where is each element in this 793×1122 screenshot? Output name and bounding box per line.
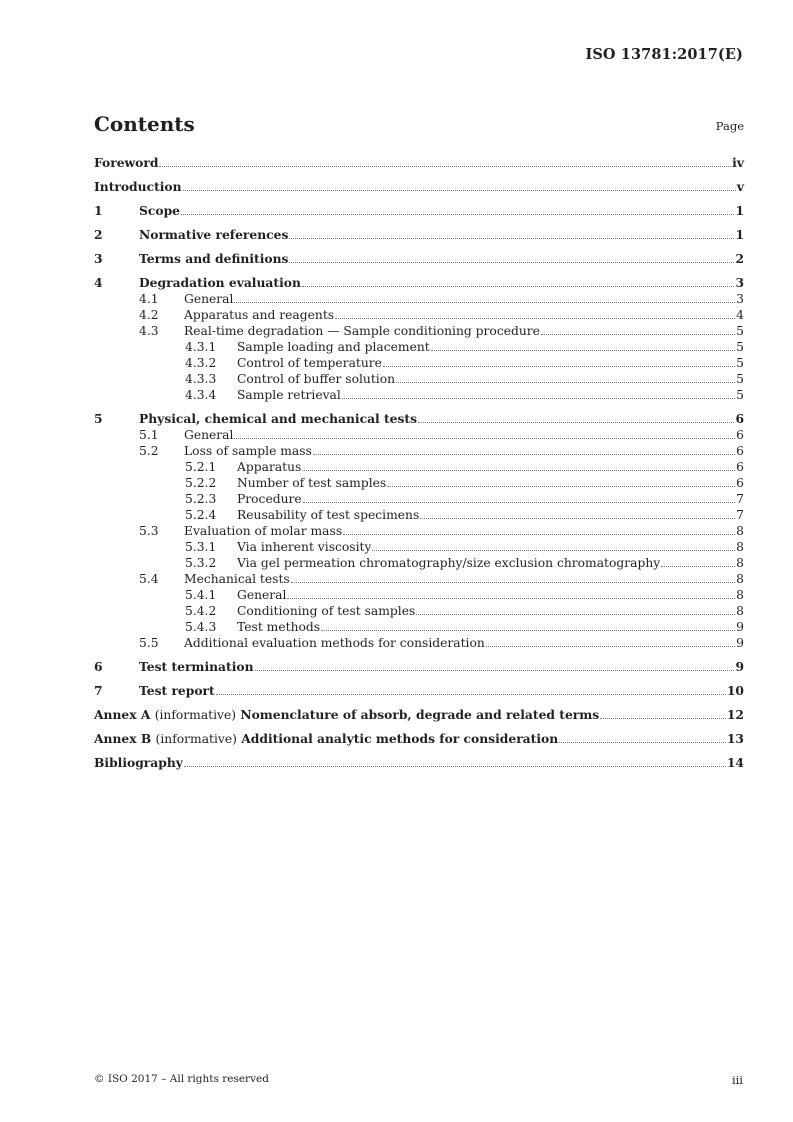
toc-entry[interactable] <box>94 603 744 619</box>
toc-entry-page: 8 <box>736 524 744 538</box>
dot-leader <box>181 214 734 215</box>
toc-entry-number: 4.3 <box>139 324 159 338</box>
toc-entry-page: 6 <box>736 460 744 474</box>
document-id: ISO 13781:2017(E) <box>585 46 743 63</box>
dot-leader <box>416 614 735 615</box>
toc-entry-page: 6 <box>736 428 744 442</box>
annex-type: (informative) <box>155 732 237 746</box>
toc-entry-title: Via gel permeation chromatography/size exclusion chromatography <box>237 556 661 570</box>
toc-entry-title: Test termination <box>139 659 254 674</box>
toc-entry-page: 9 <box>736 620 744 634</box>
toc-entry-page: 5 <box>736 372 744 386</box>
toc-entry-title: Evaluation of molar mass <box>184 524 343 538</box>
toc-entry-title: Introduction <box>94 179 182 194</box>
toc-entry-number: 5.2.1 <box>185 460 217 474</box>
toc-entry-page: 7 <box>736 508 744 522</box>
toc-entry-number: 5.4.2 <box>185 604 217 618</box>
toc-entry-title: Control of buffer solution <box>237 372 396 386</box>
annex-label: Annex B <box>94 731 152 746</box>
toc-entry[interactable] <box>94 291 744 307</box>
dot-leader <box>216 694 726 695</box>
dot-leader <box>159 166 731 167</box>
toc-entry[interactable] <box>94 307 744 323</box>
toc-entry-page: 5 <box>736 340 744 354</box>
dot-leader <box>321 630 735 631</box>
toc-entry-title: Foreword <box>94 155 159 170</box>
toc-entry-page: iv <box>732 155 744 170</box>
dot-leader <box>289 238 734 239</box>
toc-entry-page: 8 <box>736 556 744 570</box>
annex-title: Additional analytic methods for consideration <box>241 731 559 746</box>
toc-entry-title <box>94 707 599 723</box>
toc-entry-title: Via inherent viscosity <box>237 540 372 554</box>
toc-entry[interactable] <box>94 523 744 539</box>
toc-entry[interactable] <box>94 635 744 651</box>
toc-entry-number: 4.1 <box>139 292 159 306</box>
dot-leader <box>335 318 735 319</box>
dot-leader <box>313 454 735 455</box>
toc-entry-number: 5.4 <box>139 572 159 586</box>
toc-entry-page: 6 <box>736 476 744 490</box>
dot-leader <box>541 334 735 335</box>
dot-leader <box>431 350 735 351</box>
toc-entry[interactable] <box>94 619 744 635</box>
toc-entry-page: 5 <box>736 356 744 370</box>
toc-entry-number: 4.3.1 <box>185 340 217 354</box>
toc-entry-page: 7 <box>736 492 744 506</box>
toc-entry-page: 9 <box>735 659 744 674</box>
dot-leader <box>600 718 726 719</box>
toc-entry-number: 5.4.3 <box>185 620 217 634</box>
toc-entry-title: Additional evaluation methods for consideration <box>184 636 485 650</box>
toc-entry-page: 6 <box>736 444 744 458</box>
dot-leader <box>302 470 735 471</box>
toc-entry-number: 4.2 <box>139 308 159 322</box>
toc-entry-title: Control of temperature <box>237 356 382 370</box>
dot-leader <box>486 646 735 647</box>
contents-title: Contents <box>94 112 195 136</box>
page-column-label: Page <box>715 119 744 133</box>
dot-leader <box>234 302 735 303</box>
toc-entry-title: Physical, chemical and mechanical tests <box>139 411 418 426</box>
toc-entry-number: 5.1 <box>139 428 159 442</box>
footer-copyright: © ISO 2017 – All rights reserved <box>94 1073 269 1085</box>
toc-entry[interactable] <box>94 355 744 371</box>
toc-entry[interactable] <box>94 371 744 387</box>
toc-entry-number: 5.2.3 <box>185 492 217 506</box>
annex-title: Nomenclature of absorb, degrade and related terms <box>240 707 600 722</box>
toc-entry-number: 4.3.3 <box>185 372 217 386</box>
dot-leader <box>343 534 735 535</box>
toc-entry-number: 1 <box>94 203 103 218</box>
toc-entry-title: Apparatus and reagents <box>184 308 335 322</box>
dot-leader <box>420 518 735 519</box>
dot-leader <box>291 582 735 583</box>
dot-leader <box>418 422 734 423</box>
toc-entry-title: Terms and definitions <box>139 251 289 266</box>
toc-entry-page: 10 <box>726 683 744 698</box>
toc-entry-number: 5.2.4 <box>185 508 217 522</box>
toc-entry-page: 6 <box>735 411 744 426</box>
toc-entry-title: Test report <box>139 683 215 698</box>
toc-entry-page: 9 <box>736 636 744 650</box>
toc-entry-page: 8 <box>736 588 744 602</box>
toc-entry[interactable] <box>94 755 744 771</box>
toc-entry[interactable] <box>94 491 744 507</box>
toc-entry-title: General <box>184 428 234 442</box>
toc-entry-title: Bibliography <box>94 755 183 770</box>
toc-entry[interactable] <box>94 683 744 699</box>
toc-entry[interactable] <box>94 571 744 587</box>
toc-entry[interactable] <box>94 731 744 747</box>
toc-entry-number: 3 <box>94 251 103 266</box>
toc-entry-title: Test methods <box>237 620 321 634</box>
dot-leader <box>302 286 735 287</box>
toc-entry[interactable] <box>94 339 744 355</box>
toc-entry-title: Sample retrieval <box>237 388 341 402</box>
toc-entry-number: 5.3.1 <box>185 540 217 554</box>
toc-entry-number: 4 <box>94 275 103 290</box>
toc-entry-title: Reusability of test specimens <box>237 508 420 522</box>
toc-entry[interactable] <box>94 587 744 603</box>
toc-entry[interactable] <box>94 155 744 171</box>
toc-entry[interactable] <box>94 443 744 459</box>
toc-entry-page: 1 <box>735 227 744 242</box>
toc-entry-number: 7 <box>94 683 103 698</box>
toc-entry-page: 5 <box>736 324 744 338</box>
toc-entry-title: Normative references <box>139 227 289 242</box>
annex-label: Annex A <box>94 707 151 722</box>
contents-header <box>94 112 744 138</box>
toc-entry-page: 1 <box>735 203 744 218</box>
toc-entry-title: Sample loading and placement <box>237 340 430 354</box>
toc-entry-page: 3 <box>736 292 744 306</box>
toc-entry-number: 5.5 <box>139 636 159 650</box>
toc-entry-page: 8 <box>736 604 744 618</box>
toc-entry[interactable] <box>94 387 744 403</box>
dot-leader <box>383 366 735 367</box>
toc-entry[interactable] <box>94 203 744 219</box>
footer-page-number: iii <box>731 1073 743 1087</box>
toc-entry[interactable] <box>94 459 744 475</box>
toc-entry-title: Loss of sample mass <box>184 444 312 458</box>
toc-entry-title: General <box>237 588 287 602</box>
toc-entry-number: 4.3.2 <box>185 356 217 370</box>
toc-entry[interactable] <box>94 707 744 723</box>
toc-entry-title: Scope <box>139 203 180 218</box>
toc-entry-number: 2 <box>94 227 103 242</box>
dot-leader <box>342 398 735 399</box>
toc-entry-title: Mechanical tests <box>184 572 290 586</box>
toc-entry-number: 5.2 <box>139 444 159 458</box>
toc-entry-page: 12 <box>726 707 744 722</box>
toc-entry-number: 5.4.1 <box>185 588 217 602</box>
toc-entry[interactable] <box>94 539 744 555</box>
dot-leader <box>183 190 736 191</box>
toc-entry-title: Degradation evaluation <box>139 275 301 290</box>
toc-entry[interactable] <box>94 475 744 491</box>
toc-entry-number: 6 <box>94 659 103 674</box>
toc-entry-title: General <box>184 292 234 306</box>
toc-entry-number: 5.3.2 <box>185 556 217 570</box>
toc-entry-number: 4.3.4 <box>185 388 217 402</box>
dot-leader <box>234 438 735 439</box>
toc-entry-title: Apparatus <box>237 460 302 474</box>
toc-entry-page: 2 <box>735 251 744 266</box>
toc-entry-page: 3 <box>735 275 744 290</box>
dot-leader <box>255 670 735 671</box>
toc-entry-title: Real-time degradation — Sample conditioning procedure <box>184 324 540 338</box>
toc-entry-page: 14 <box>726 755 744 770</box>
toc-entry-page: 5 <box>736 388 744 402</box>
toc-entry-page: 8 <box>736 540 744 554</box>
toc-entry[interactable] <box>94 507 744 523</box>
dot-leader <box>396 382 735 383</box>
toc-entry[interactable] <box>94 659 744 675</box>
toc-entry[interactable] <box>94 275 744 291</box>
dot-leader <box>289 262 734 263</box>
toc-entry-page: 4 <box>736 308 744 322</box>
dot-leader <box>387 486 735 487</box>
table-of-contents <box>94 155 744 771</box>
toc-entry[interactable] <box>94 323 744 339</box>
toc-entry-page: 13 <box>726 731 744 746</box>
dot-leader <box>559 742 726 743</box>
toc-entry-page: 8 <box>736 572 744 586</box>
toc-entry[interactable] <box>94 427 744 443</box>
toc-entry[interactable] <box>94 251 744 267</box>
toc-entry-title <box>94 731 558 747</box>
toc-entry[interactable] <box>94 179 744 195</box>
toc-entry[interactable] <box>94 411 744 427</box>
annex-type: (informative) <box>154 708 237 722</box>
toc-entry-number: 5.2.2 <box>185 476 217 490</box>
dot-leader <box>184 766 726 767</box>
toc-entry-page: v <box>736 179 744 194</box>
dot-leader <box>661 566 735 567</box>
toc-entry[interactable] <box>94 227 744 243</box>
dot-leader <box>303 502 736 503</box>
toc-entry[interactable] <box>94 555 744 571</box>
toc-entry-title: Conditioning of test samples <box>237 604 416 618</box>
toc-entry-number: 5 <box>94 411 103 426</box>
toc-entry-title: Procedure <box>237 492 302 506</box>
dot-leader <box>287 598 735 599</box>
dot-leader <box>372 550 735 551</box>
toc-entry-number: 5.3 <box>139 524 159 538</box>
toc-entry-title: Number of test samples <box>237 476 387 490</box>
